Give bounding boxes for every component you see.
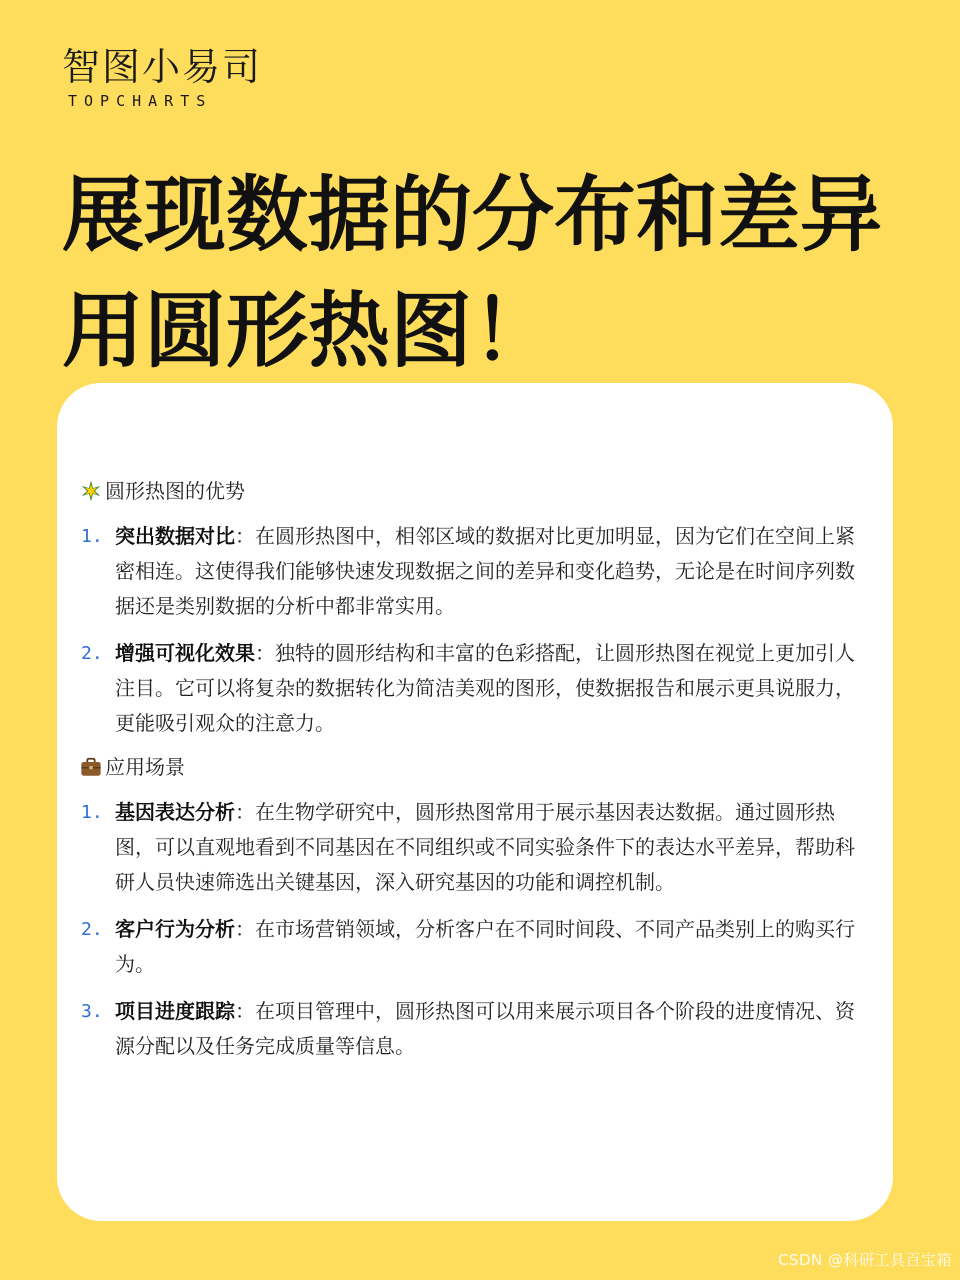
list-item-keyword: 项目进度跟踪	[115, 999, 235, 1023]
advantages-list	[79, 519, 871, 741]
list-item-text	[115, 795, 871, 900]
title-line-1: 展现数据的分布和差异	[62, 168, 883, 263]
section-title-label: 应用场景	[105, 755, 185, 779]
list-item-keyword: 客户行为分析	[115, 917, 235, 941]
list-item	[79, 636, 871, 741]
page-title	[62, 158, 882, 390]
list-item-text	[115, 994, 871, 1064]
list-item-body: 在项目管理中，圆形热图可以用来展示项目各个阶段的进度情况、资源分配以及任务完成质量等信息。	[115, 999, 855, 1058]
list-item-text	[115, 519, 871, 624]
brand-logo	[62, 44, 262, 110]
list-number: 2.	[81, 919, 103, 940]
content-card	[57, 383, 893, 1221]
section-title-label: 圆形热图的优势	[105, 479, 245, 503]
list-item	[79, 519, 871, 624]
briefcase-icon	[79, 755, 103, 779]
list-item	[79, 912, 871, 982]
list-item	[79, 795, 871, 900]
list-number: 2.	[81, 643, 103, 664]
title-line-2: 用圆形热图！	[62, 284, 555, 379]
list-number: 3.	[81, 1001, 103, 1022]
watermark: CSDN @科研工具百宝箱	[777, 1251, 952, 1269]
separator: ：	[255, 641, 275, 665]
list-item-body: 独特的圆形结构和丰富的色彩搭配，让圆形热图在视觉上更加引人注目。它可以将复杂的数据转化为简洁美观的图形，使数据报告和展示更具说服力，更能吸引观众的注意力。	[115, 641, 855, 735]
brand-name-cn: 智图小易司	[62, 45, 263, 89]
list-item-text	[115, 636, 871, 741]
separator: ：	[235, 800, 255, 824]
separator: ：	[235, 917, 255, 941]
list-number: 1.	[81, 802, 103, 823]
list-item	[79, 994, 871, 1064]
list-item-keyword: 基因表达分析	[115, 800, 235, 824]
section-title-advantages	[79, 477, 871, 505]
section-title-scenarios	[79, 753, 871, 781]
separator: ：	[235, 524, 255, 548]
separator: ：	[235, 999, 255, 1023]
list-item-keyword: 增强可视化效果	[115, 641, 255, 665]
list-item-keyword: 突出数据对比	[115, 524, 235, 548]
scenarios-list	[79, 795, 871, 1064]
brand-name-en: TOPCHARTS	[68, 92, 213, 110]
list-number: 1.	[81, 526, 103, 547]
list-item-body: 在生物学研究中，圆形热图常用于展示基因表达数据。通过圆形热图，可以直观地看到不同基因在不同组织或不同实验条件下的表达水平差异，帮助科研人员快速筛选出关键基因，深入研究基因的功能和调控机制。	[115, 800, 855, 894]
sparkle-icon	[79, 479, 103, 503]
list-item-body: 在市场营销领域，分析客户在不同时间段、不同产品类别上的购买行为。	[115, 917, 855, 976]
list-item-body: 在圆形热图中，相邻区域的数据对比更加明显，因为它们在空间上紧密相连。这使得我们能够快速发现数据之间的差异和变化趋势，无论是在时间序列数据还是类别数据的分析中都非常实用。	[115, 524, 855, 618]
list-item-text	[115, 912, 871, 982]
